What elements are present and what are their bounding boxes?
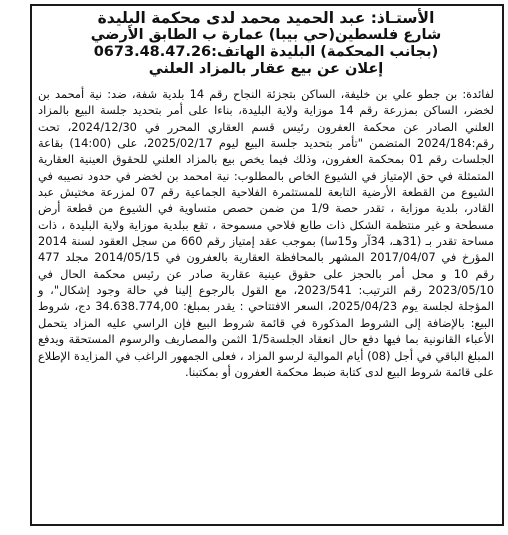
notice-header [38, 10, 494, 78]
notice-title: إعلان عن بيع عقار بالمزاد العلني [148, 61, 384, 77]
office-address-line: شارع فلسطين(حي بيبا) عمارة ب الطابق الأرضي [90, 27, 442, 43]
notice-body: لفائدة: بن جطو علي بن خليفة، الساكن بتجزئة النجاح رقم 14 بلدية شفة، ضد: نية أمحمد بن لخضر، الساكن بمزرعة رقم 14 موزاية ولاية البليدة، بناءا على أمر بتحديد جلسة البيع بالمزاد العلني الصادر عن محكمة العفرون رئيس قسم العقاري المحرر في 2024/12/30، تحت رقم:2024/184 المتضمن "تأمر بتحديد جلسة البيع ليوم 2025/02/17، على (14:00) بقاعة الجلسات رقم 01 بمحكمة العفرون، وذلك فيما يخص بيع بالمزاد العلني للحقوق العينية العقارية المتمثلة في حق الإمتياز في الشيوع الخاص بالمطلوب: نية امحمد بن لخضر في حدود نصيبه في الشيوع من القطعة الأرضية التابعة للمستثمرة الفلاحية الجماعية رقم 07 لمزرعة مختيش عبد القادر، بلدية موزاية ، تقدر حصة 1/9 من ضمن حصص متساوية في الشيوع من قطعة أرض مسطحة و غير منتظمة الشكل ذات طابع فلاحي مسموحة ، تقع ببلدية موزاية ولاية البليدة ، ذات مساحة تقدر بـ (31هـ، 34آر و15سا) بموجب عقد إمتياز رقم 660 من سجل العقود لسنة 2014 المؤرخ في 2017/04/07 المشهر بالمحافظة العقارية بالعفرون في 2014/05/15 مجلد 477 رقم 10 و محل أمر بالحجز على حقوق عينية عقارية صادر عن رئيس محكمة الحال في 2023/05/10 رقم الترتيب: 2023/541، مع القول بالرجوع إلينا في حالة وجود إشكال"، و المؤجلة لجلسة يوم 2025/04/23، السعر الافتتاحي : يقدر بمبلغ: 34.638.774,00 دج، شروط البيع: بالإضافة إلى الشروط المذكورة في قائمة شروط البيع فإن الراسي عليه المزاد يتحمل الأعباء القانونية بما فيها دفع حال انعقاد الجلسة1/5 الثمن والمصاريف والرسوم المستحقة ويدفع المبلغ الباقي في أجل (08) أيام الموالية لرسو المزاد ، فعلى الجمهور الراغب في المزايدة الإطلاع على قائمة شروط البيع لدى كتابة ضبط محكمة العفرون أو بمكتبنا. [38, 87, 495, 379]
auction-notice [30, 4, 504, 526]
office-phone-line: (بجانب المحكمة) البليدة الهاتف:0673.48.47.26 [93, 44, 439, 60]
lawyer-name-line: الأستـاذ: عبد الحميد محمد لدى محكمة البليدة [97, 9, 435, 27]
